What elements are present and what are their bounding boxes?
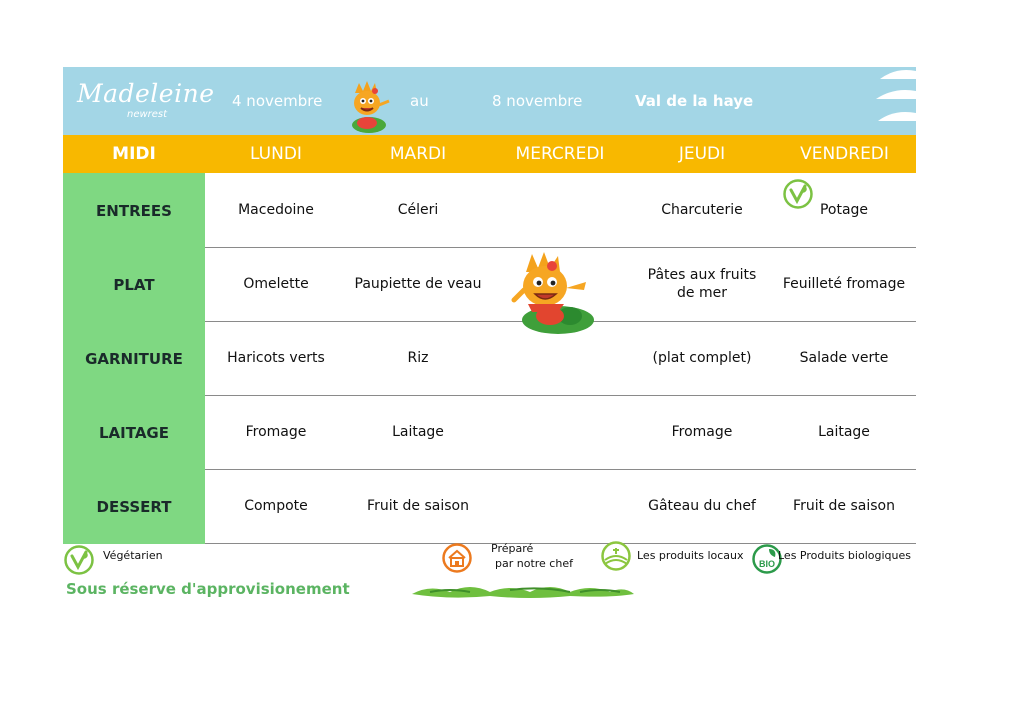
supply-disclaimer: Sous réserve d'approvisionement [66,580,350,598]
row-label: PLAT [63,247,205,322]
menu-cell [489,469,631,543]
menu-cell: Fromage [245,424,307,440]
menu-cell: Riz [407,350,429,366]
mascot-icon [508,250,600,338]
row-label: GARNITURE [63,321,205,396]
date-connector: au [410,92,429,110]
row-label: LAITAGE [63,395,205,470]
legend-chef-line1: Préparé [491,542,534,555]
leaves-icon [410,580,636,600]
day-thursday: JEUDI [678,144,726,164]
day-friday: VENDREDI [800,144,889,164]
menu-cell: Salade verte [799,350,889,366]
legend-vegetarian: Végétarien [103,549,163,562]
menu-cell: Omelette [243,276,309,292]
row-laitage [63,395,916,470]
menu-cell: Céleri [397,202,439,218]
menu-cell: Feuilleté fromage [782,276,906,292]
menu-header [63,67,916,135]
date-end: 8 novembre [492,92,583,110]
menu-cell: Fruit de saison [367,498,469,514]
madeleine-logo: Madeleine newrest [77,79,215,120]
legend-organic: Les Produits biologiques [778,549,911,562]
menu-cell: Potage [819,202,869,218]
day-monday: LUNDI [250,144,302,164]
menu-cell: (plat complet) [652,350,752,366]
row-garniture [63,321,916,396]
row-dessert [63,469,916,544]
day-wednesday: MERCREDI [515,144,605,164]
mascot-small-icon [345,79,395,135]
row-label: ENTREES [63,173,205,248]
menu-cell: Haricots verts [227,350,325,366]
menu-cell: Compote [244,498,308,514]
day-tuesday: MARDI [389,144,447,164]
vegetarian-icon [782,178,814,210]
day-header-bar [63,135,916,173]
menu-cell: Fromage [671,424,733,440]
menu-cell: Paupiette de veau [354,276,482,292]
menu-cell: Laitage [818,424,870,440]
menu-cell [489,395,631,469]
row-plat [63,247,916,322]
date-start: 4 novembre [232,92,323,110]
legend-chef-line2: par notre chef [495,557,573,570]
legend-local: Les produits locaux [637,549,744,562]
meal-label: MIDI [112,144,156,164]
chef-house-icon [441,542,473,574]
menu-cell: Fruit de saison [793,498,895,514]
menu-cell: Gâteau du chef [648,498,756,514]
site-name: Val de la haye [635,92,754,110]
wave-logo-icon [876,67,916,135]
menu-cell: Laitage [392,424,444,440]
menu-cell: Pâtes aux fruits de mer [647,267,757,301]
menu-cell: Charcuterie [661,202,743,218]
organic-badge-text: BIO [758,559,776,569]
vegetarian-legend-icon [63,544,95,576]
local-products-icon [600,540,632,572]
menu-cell: Macedoine [238,202,314,218]
menu-cell [489,173,631,247]
row-label: DESSERT [63,469,205,544]
